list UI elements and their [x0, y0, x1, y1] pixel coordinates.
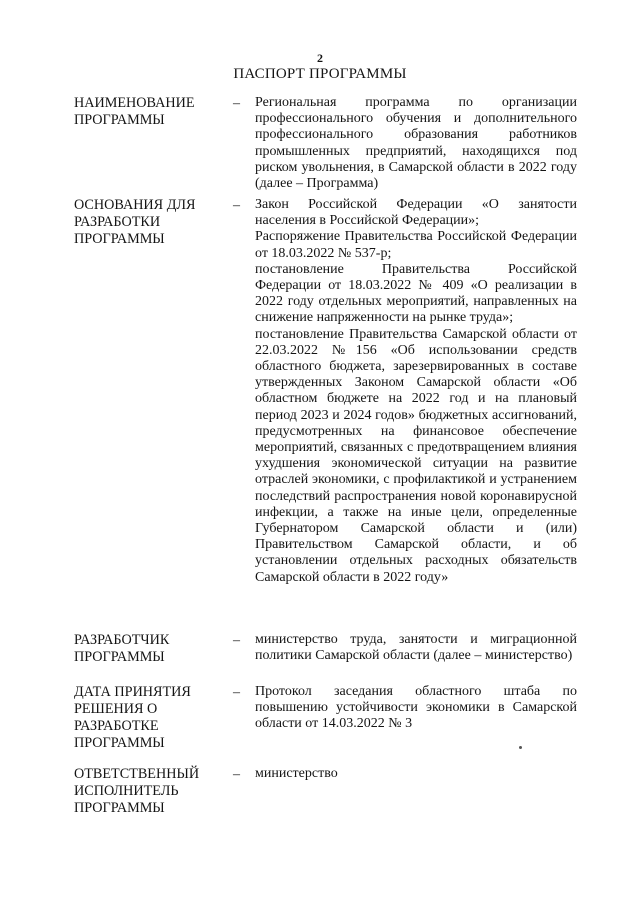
section-content	[255, 766, 577, 782]
content-paragraph: Протокол заседания областного штаба по повышению устойчивости экономики в Самарской области от 14.03.2022 № 3	[255, 684, 577, 732]
label-line: ПРОГРАММЫ	[74, 112, 165, 128]
content-paragraph: министерство	[255, 766, 338, 781]
label-line: ОТВЕТСТВЕННЫЙ	[74, 766, 200, 782]
label-line: НАИМЕНОВАНИЕ	[74, 95, 195, 111]
section-label	[74, 766, 224, 817]
label-line: РАЗРАБОТКИ	[74, 214, 161, 230]
dash-separator: –	[233, 198, 240, 213]
section-label	[74, 684, 224, 752]
content-paragraph: Распоряжение Правительства Российской Федерации от 18.03.2022 № 537-р;	[255, 229, 577, 261]
label-line: ИСПОЛНИТЕЛЬ	[74, 783, 179, 799]
label-line: РЕШЕНИЯ О	[74, 701, 158, 717]
section-content	[255, 197, 577, 586]
section-content	[255, 95, 577, 192]
page-number: 2	[317, 51, 323, 65]
label-line: РАЗРАБОТЧИК	[74, 632, 170, 648]
section-label	[74, 632, 224, 666]
label-line: ПРОГРАММЫ	[74, 231, 165, 247]
content-paragraph: Закон Российской Федерации «О занятости населения в Российской Федерации»;	[255, 197, 577, 229]
scan-speck	[519, 746, 522, 749]
label-line: ПРОГРАММЫ	[74, 800, 165, 816]
content-paragraph: министерство труда, занятости и миграционной политики Самарской области (далее – министерство)	[255, 632, 577, 664]
section-label	[74, 197, 224, 248]
dash-separator: –	[233, 633, 240, 648]
label-line: ДАТА ПРИНЯТИЯ	[74, 684, 191, 700]
content-paragraph: Региональная программа по организации профессионального обучения и дополнительного профессионального образования работников промышленных предприятий, находящихся под риском увольнения, в Самарской области в 2022 году (далее – Программа)	[255, 95, 577, 192]
dash-separator: –	[233, 96, 240, 111]
section-label	[74, 95, 224, 129]
content-paragraph: постановление Правительства Российской Федерации от 18.03.2022 № 409 «О реализации в 2022 году отдельных мероприятий, направленных на снижение напряженности на рынке труда»;	[255, 261, 577, 326]
label-line: ОСНОВАНИЯ ДЛЯ	[74, 197, 196, 213]
label-line: ПРОГРАММЫ	[74, 649, 165, 665]
label-line: РАЗРАБОТКЕ	[74, 718, 159, 734]
dash-separator: –	[233, 685, 240, 700]
label-line: ПРОГРАММЫ	[74, 735, 165, 751]
section-content	[255, 632, 577, 664]
dash-separator: –	[233, 767, 240, 782]
section-content	[255, 684, 577, 733]
content-paragraph: постановление Правительства Самарской области от 22.03.2022 №156 «Об использовании средств областного бюджета, зарезервированных в составе утвержденных Законом Самарской области «Об областном бюджете на 2022 год и на плановый период 2023 и 2024 годов» бюджетных ассигнований, предусмотренных на финансовое обеспечение мероприятий, связанных с предотвращением влияния ухудшения экономической ситуации на развитие отраслей экономики, с профилактикой и устранением последствий распространения новой коронавирусной инфекции, а также на иные цели, определенные Губернатором Самарской области и (или) Правительством Самарской области, и об установлении отдельных расходных обязательств Самарской области в 2022 году»	[255, 326, 577, 585]
document-title: ПАСПОРТ ПРОГРАММЫ	[233, 66, 407, 82]
